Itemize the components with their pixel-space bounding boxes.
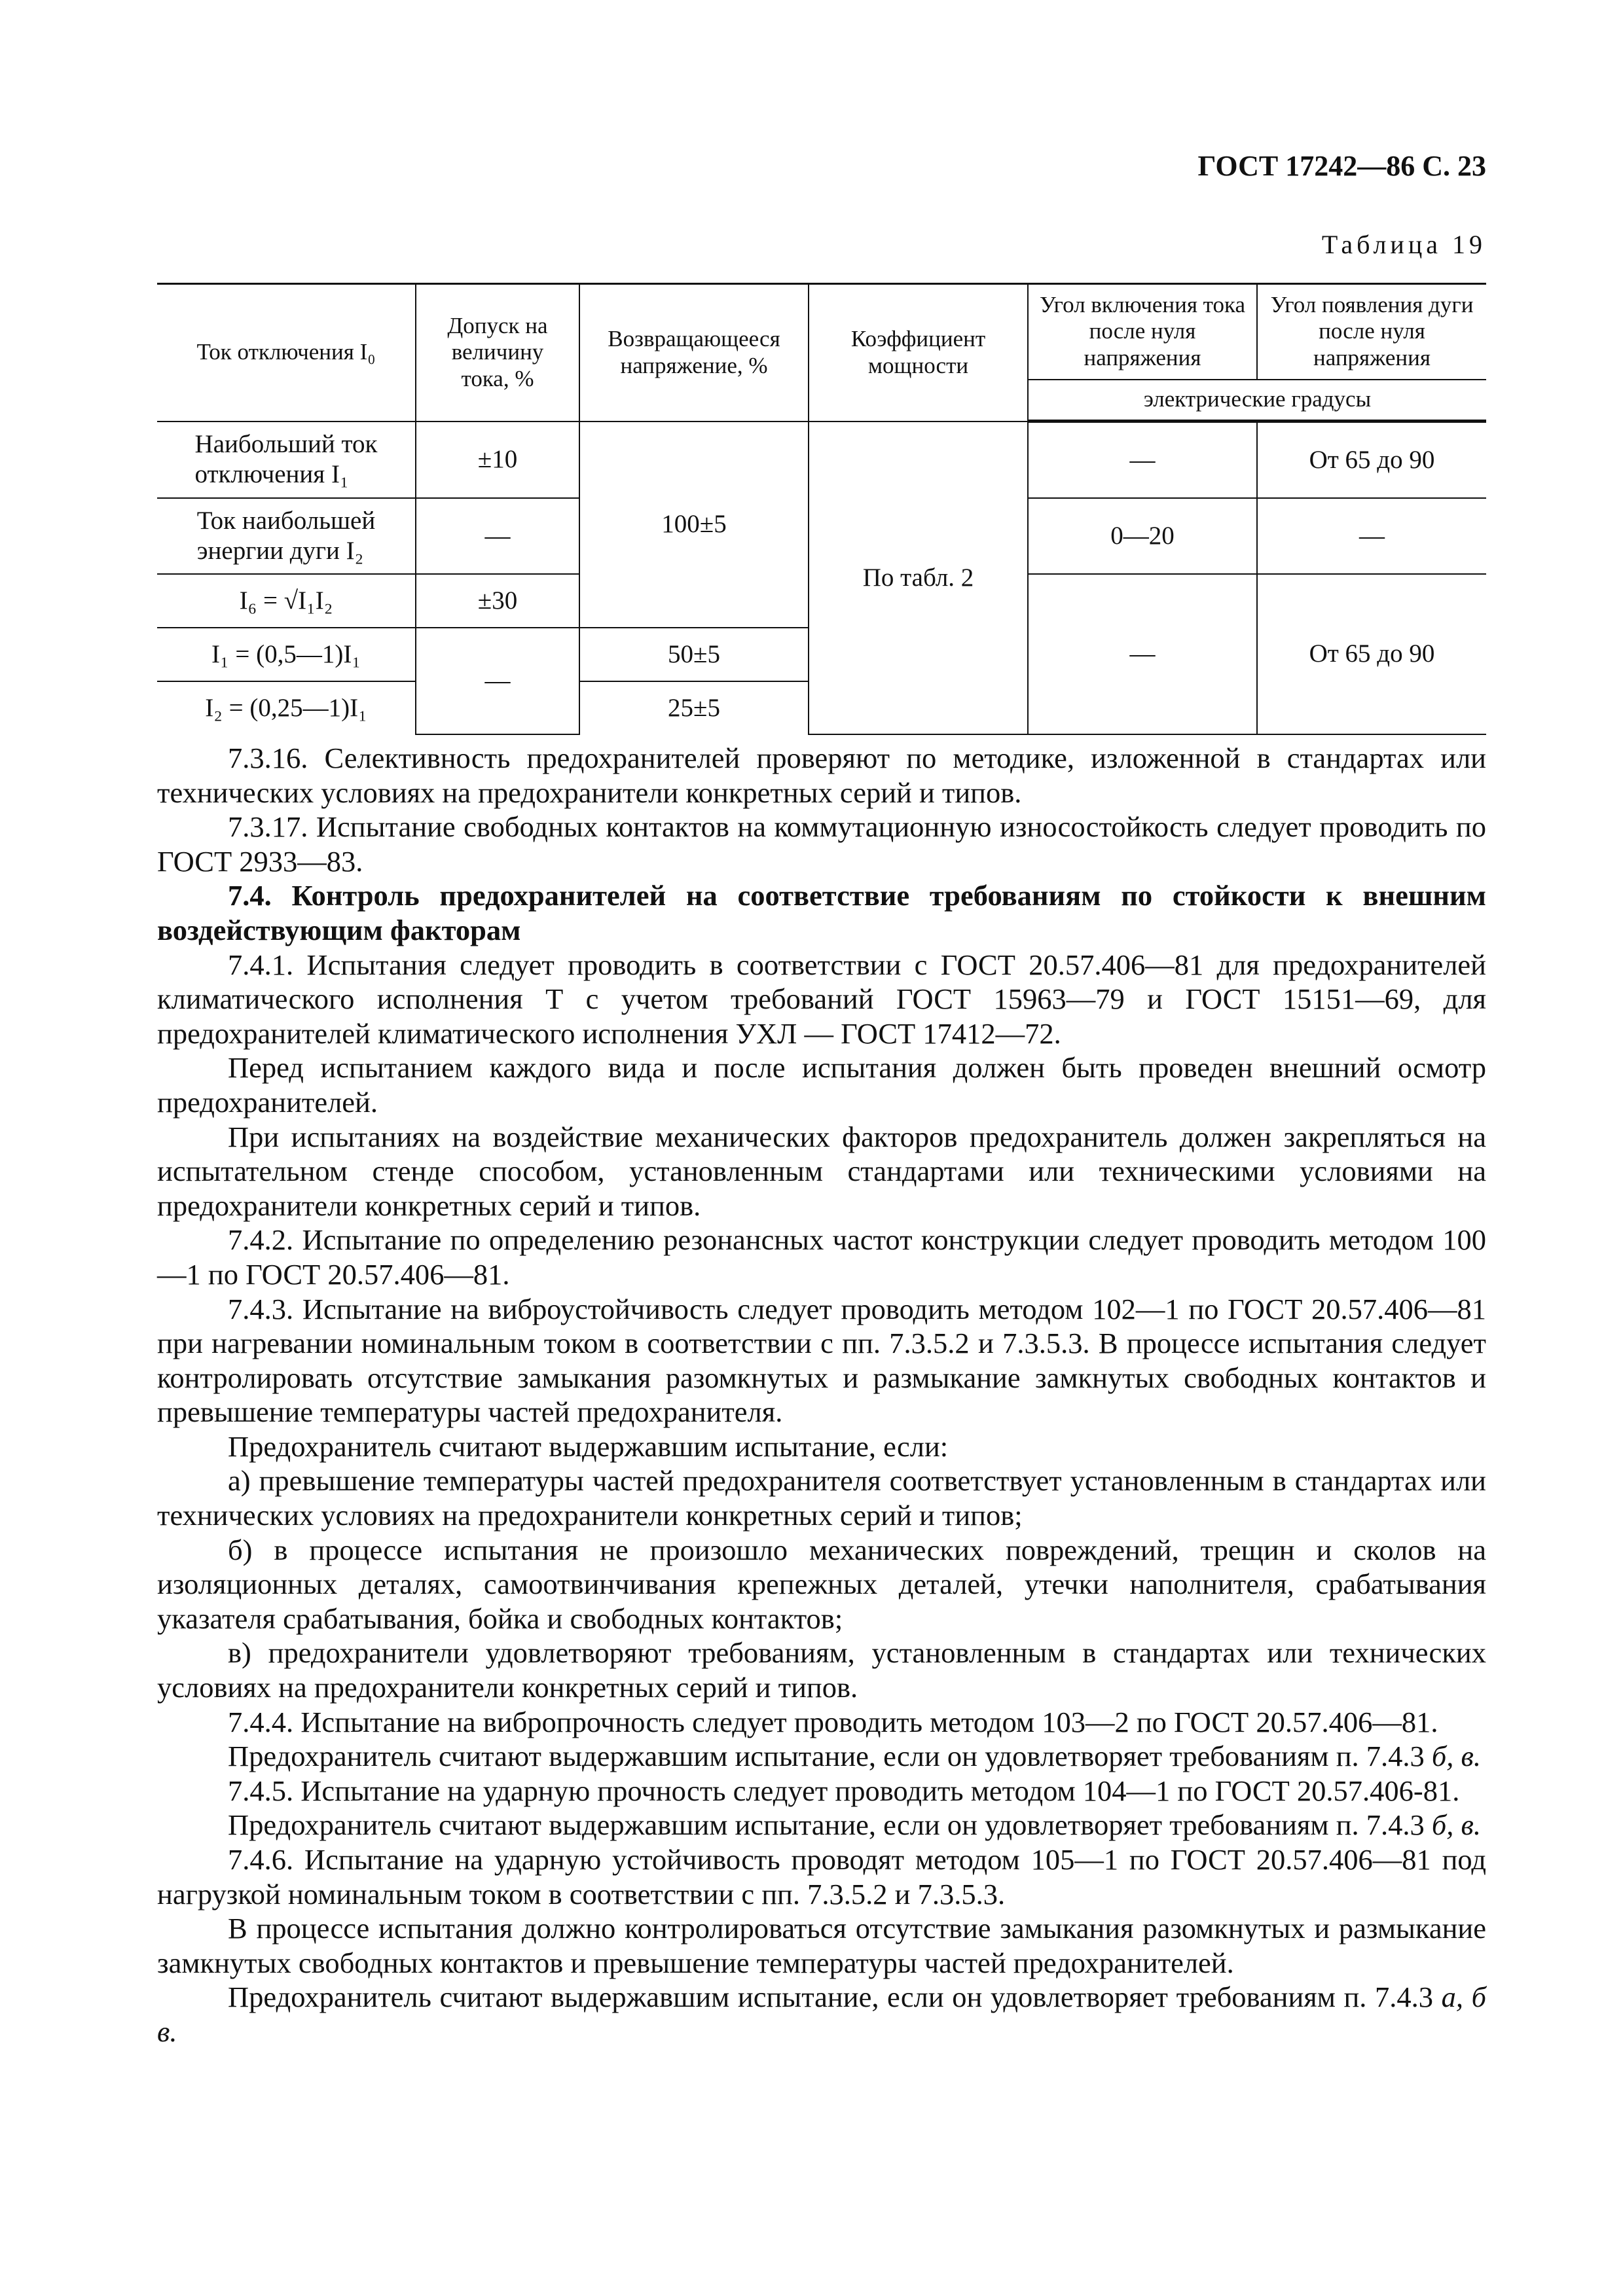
table-caption: Таблица 19 bbox=[1321, 230, 1486, 259]
fuse-test-table bbox=[157, 283, 1486, 735]
list-item: в) предохранители удовлетворяют требованиям, установленным в стандартах или технических условиях на предохранители конкретных серий и типов. bbox=[157, 1636, 1486, 1704]
paragraph: Перед испытанием каждого вида и после испытания должен быть проведен внешний осмотр предохранителей. bbox=[157, 1051, 1486, 1119]
cell-voltage: 25±5 bbox=[579, 681, 809, 734]
cell-current-name bbox=[157, 422, 416, 499]
paragraph: 7.4.3. Испытание на виброустойчивость следует проводить методом 102—1 по ГОСТ 20.57.406—81 при нагревании номинальным током в соответствии с пп. 7.3.5.2 и 7.3.5.3. В процессе испытания следует контролировать отсутствие замыкания разомкнутых и размыкание замкнутых свободных контактов и превышение температуры частей предохранителя. bbox=[157, 1292, 1486, 1429]
cell-current-name bbox=[157, 498, 416, 574]
list-item: б) в процессе испытания не произошло механических повреждений, трещин и сколов на изоляционных деталях, самоотвинчивания крепежных деталей, утечки наполнителя, срабатывания указателя срабатывания, бойка и свободных контактов; bbox=[157, 1533, 1486, 1635]
paragraph-text: Предохранитель считают выдержавшим испытание, если он удовлетворяет требованиям п. 7.4.3 bbox=[228, 1981, 1434, 2014]
table-container bbox=[157, 283, 1486, 735]
table-row bbox=[157, 422, 1486, 499]
cell-angle-arc: От 65 до 90 bbox=[1257, 574, 1486, 734]
col-header-angle-arc: Угол появления дуги после нуля напряжения bbox=[1257, 284, 1486, 380]
cell-angle-on: — bbox=[1028, 574, 1257, 734]
document-body bbox=[157, 741, 1486, 2049]
cell-current-name: I₂ = (0,25—1)I₁ bbox=[157, 681, 416, 734]
cell-angle-arc: — bbox=[1257, 498, 1486, 574]
cell-tolerance: ±10 bbox=[416, 422, 579, 499]
col-header-tolerance: Допуск на величину тока, % bbox=[416, 284, 579, 422]
cell-text: Ток наибольшей bbox=[196, 506, 376, 535]
section-heading: 7.4. Контроль предохранителей на соответствие требованиям по стойкости к внешним воздействующим факторам bbox=[157, 879, 1486, 946]
paragraph: В процессе испытания должно контролироваться отсутствие замыкания разомкнутых и размыкание замкнутых свободных контактов и превышение температуры частей предохранителей. bbox=[157, 1912, 1486, 1979]
cell-angle-on: — bbox=[1028, 422, 1257, 499]
cell-current-name: I₆ = √I₁I₂ bbox=[157, 574, 416, 628]
cell-angle-on: 0—20 bbox=[1028, 498, 1257, 574]
cell-text: отключения I₁ bbox=[194, 460, 349, 489]
paragraph: 7.4.2. Испытание по определению резонансных частот конструкции следует проводить методом 100—1 по ГОСТ 20.57.406—81. bbox=[157, 1223, 1486, 1291]
paragraph bbox=[157, 1739, 1486, 1774]
paragraph: Предохранитель считают выдержавшим испытание, если: bbox=[228, 1429, 949, 1463]
paragraph bbox=[157, 1808, 1486, 1842]
paragraph: 7.4.1. Испытания следует проводить в соответствии с ГОСТ 20.57.406—81 для предохранителей климатического исполнения Т с учетом требований ГОСТ 15963—79 и ГОСТ 15151—69, для предохранителей климатического исполнения УХЛ — ГОСТ 17412—72. bbox=[157, 948, 1486, 1050]
cell-angle-arc: От 65 до 90 bbox=[1257, 422, 1486, 499]
item-reference: а, б в. bbox=[157, 1981, 1486, 2048]
cell-power-factor-merged: По табл. 2 bbox=[809, 422, 1028, 735]
cell-voltage-merged: 100±5 bbox=[579, 422, 809, 628]
paragraph-text: Предохранитель считают выдержавшим испытание, если он удовлетворяет требованиям п. 7.4.3 bbox=[228, 1740, 1425, 1773]
page-title: ГОСТ 17242—86 С. 23 bbox=[1197, 150, 1486, 182]
paragraph: 7.4.4. Испытание на вибропрочность следует проводить методом 103—2 по ГОСТ 20.57.406—81. bbox=[228, 1705, 1438, 1738]
col-header-power-factor: Коэффициент мощности bbox=[809, 284, 1028, 422]
col-header-angle-on: Угол включения тока после нуля напряжения bbox=[1028, 284, 1257, 380]
paragraph bbox=[157, 1980, 1486, 2049]
col-header-voltage: Возвращающееся напряжение, % bbox=[579, 284, 809, 422]
cell-current-name: I₁ = (0,5—1)I₁ bbox=[157, 628, 416, 681]
cell-voltage: 50±5 bbox=[579, 628, 809, 681]
paragraph-text: Предохранитель считают выдержавшим испытание, если он удовлетворяет требованиям п. 7.4.3 bbox=[228, 1808, 1425, 1842]
paragraph: 7.3.17. Испытание свободных контактов на коммутационную износостойкость следует проводить по ГОСТ 2933—83. bbox=[157, 810, 1486, 878]
col-header-current: Ток отключения I₀ bbox=[157, 284, 416, 422]
cell-tolerance: — bbox=[416, 628, 579, 734]
cell-tolerance: — bbox=[416, 498, 579, 574]
cell-text: энергии дуги I₂ bbox=[196, 537, 364, 565]
cell-text: Наибольший ток bbox=[194, 430, 378, 459]
paragraph: При испытаниях на воздействие механических факторов предохранитель должен закрепляться на испытательном стенде способом, установленным стандартами или техническими условиями на предохранители конкретных серий и типов. bbox=[157, 1120, 1486, 1222]
list-item: а) превышение температуры частей предохранителя соответствует установленным в стандартах или технических условиях на предохранители конкретных серий и типов; bbox=[157, 1464, 1486, 1532]
item-reference: б, в. bbox=[1431, 1808, 1481, 1842]
col-subheader-degrees: электрические градусы bbox=[1028, 380, 1486, 422]
cell-tolerance: ±30 bbox=[416, 574, 579, 628]
paragraph: 7.4.5. Испытание на ударную прочность следует проводить методом 104—1 по ГОСТ 20.57.406-81. bbox=[228, 1774, 1460, 1807]
item-reference: б, в. bbox=[1431, 1740, 1481, 1773]
paragraph: 7.3.16. Селективность предохранителей проверяют по методике, изложенной в стандартах или технических условиях на предохранители конкретных серий и типов. bbox=[157, 742, 1486, 809]
paragraph: 7.4.6. Испытание на ударную устойчивость проводят методом 105—1 по ГОСТ 20.57.406—81 под нагрузкой номинальным током в соответствии с пп. 7.3.5.2 и 7.3.5.3. bbox=[157, 1843, 1486, 1910]
